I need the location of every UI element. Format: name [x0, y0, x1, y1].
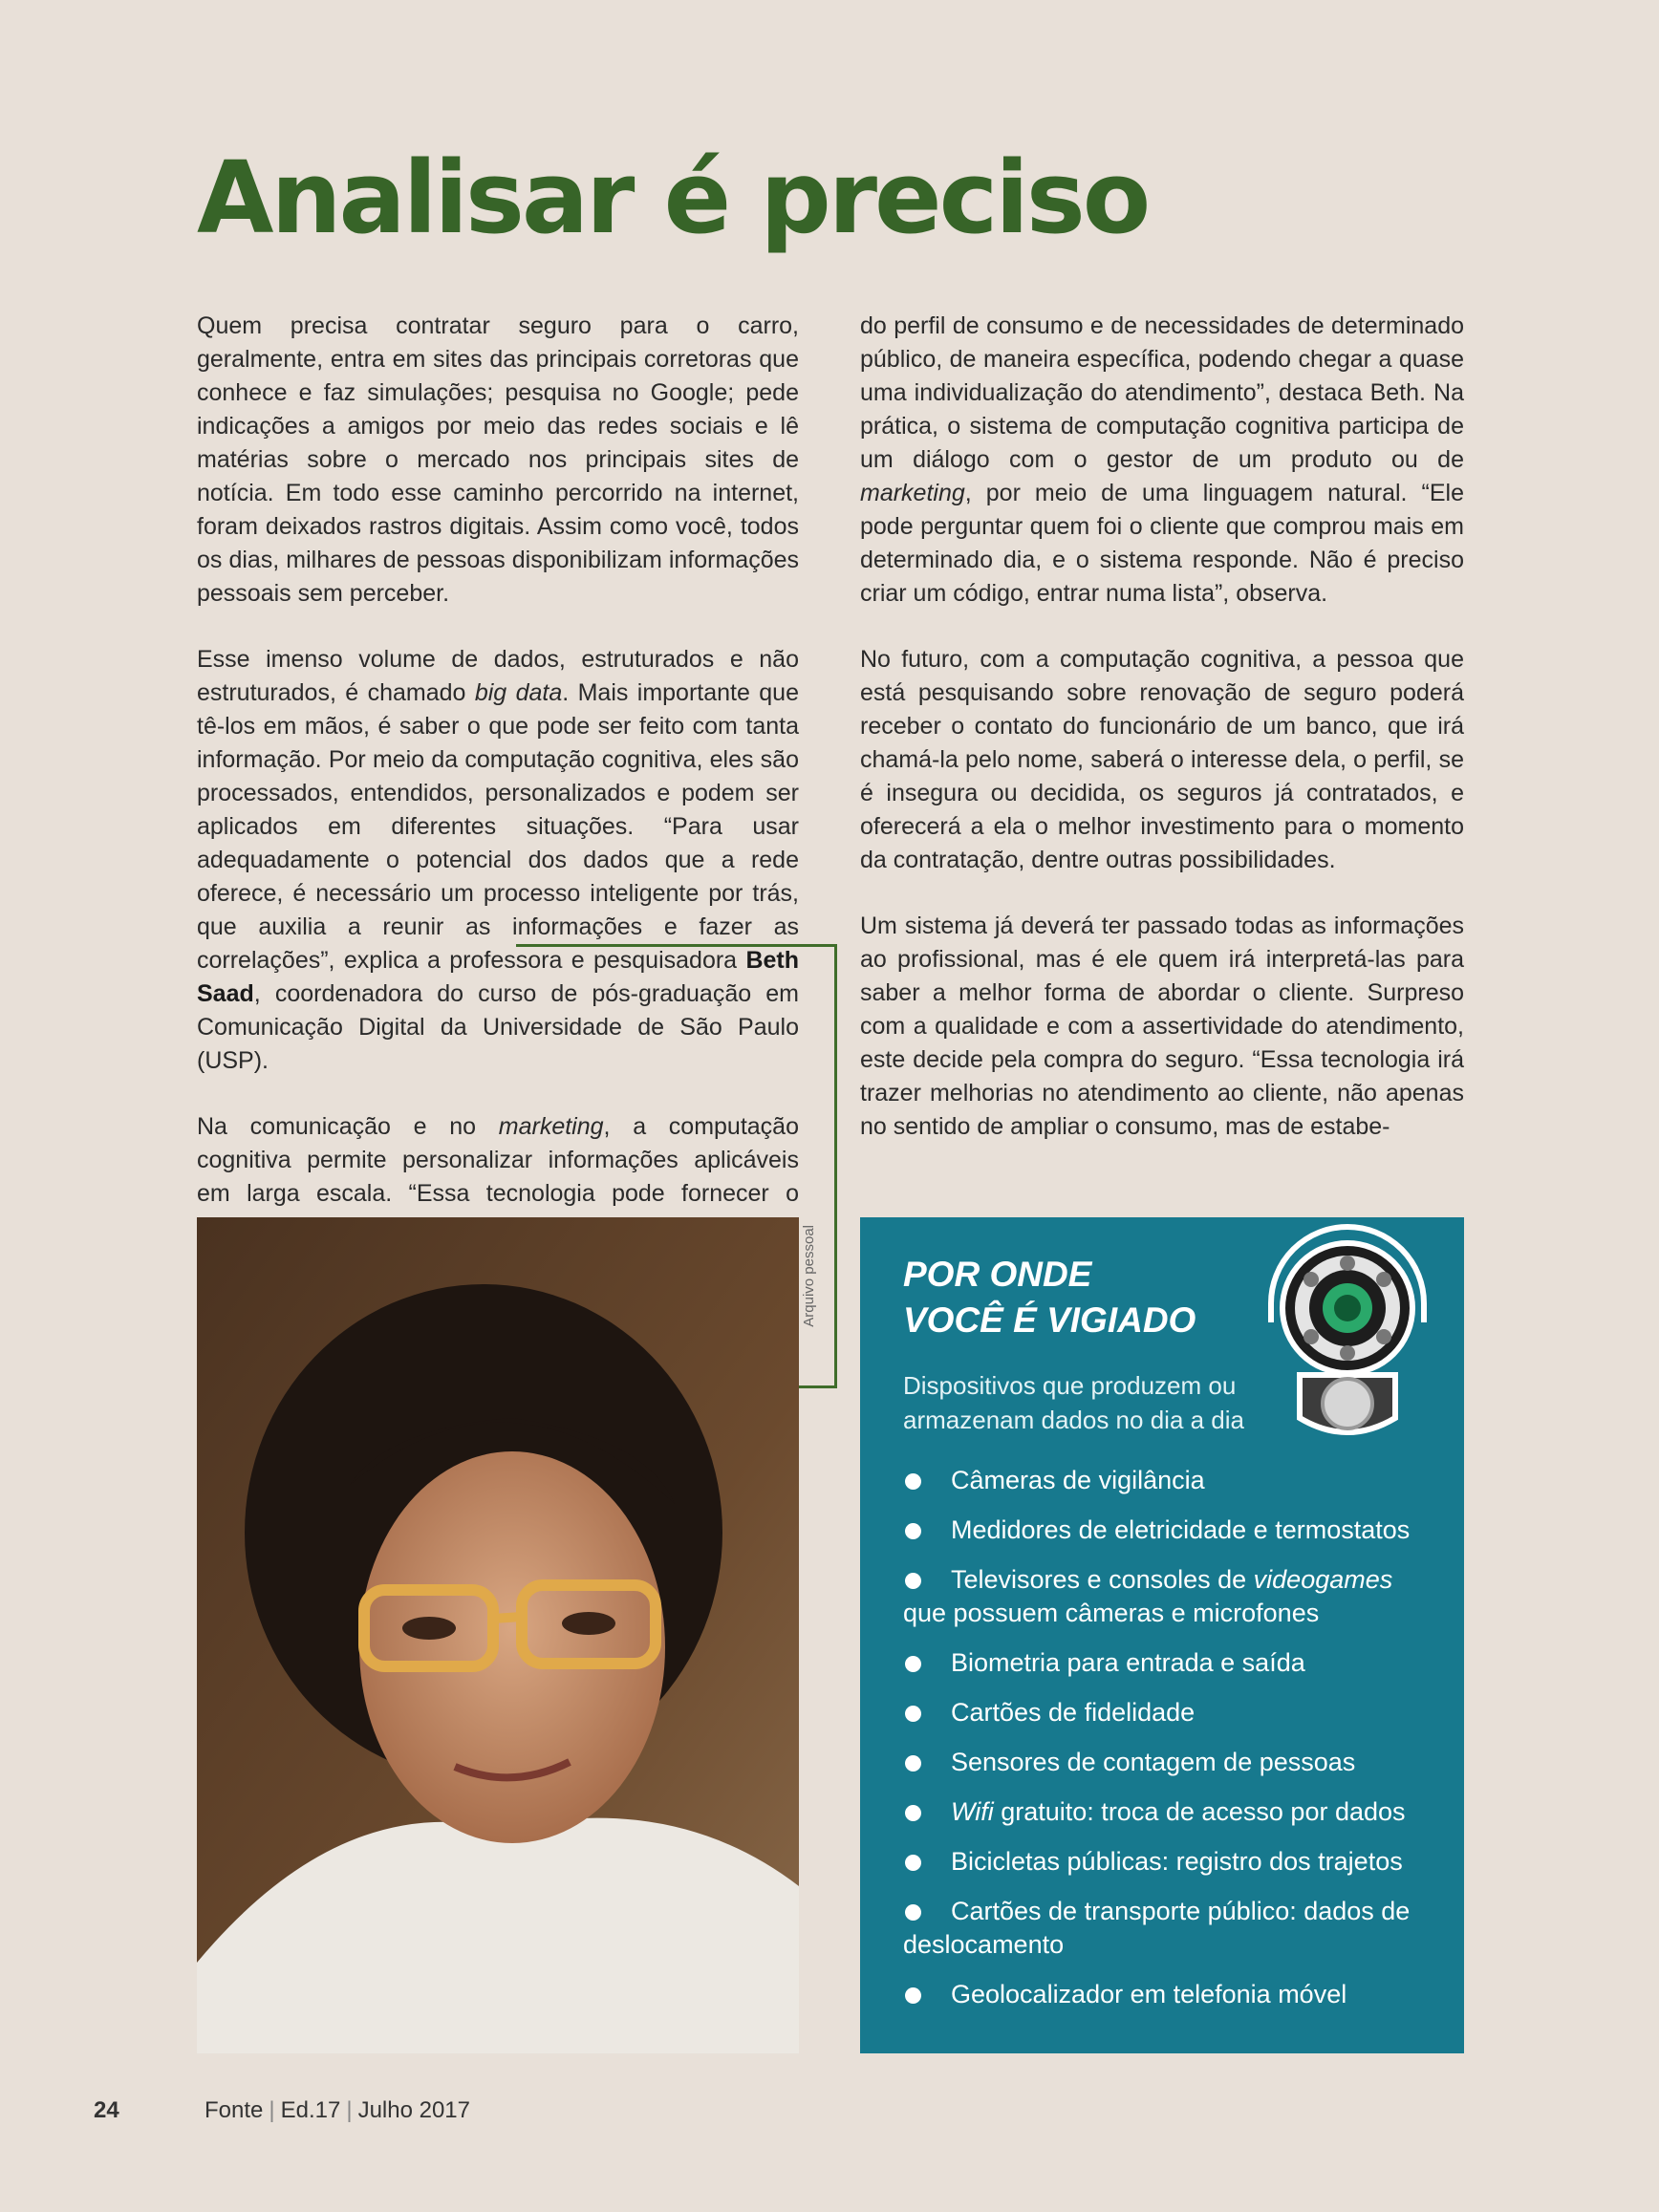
person-name: Beth Saad	[197, 947, 800, 1007]
bullet-icon	[905, 1473, 921, 1490]
emphasis-text: marketing	[498, 1113, 604, 1140]
emphasis-text: big data	[474, 679, 563, 706]
list-item-text: Cartões de transporte público: dados de deslocamento	[903, 1897, 1411, 1959]
paragraph	[860, 643, 1464, 877]
bullet-icon	[905, 1706, 921, 1722]
sidebar-title	[903, 1252, 1196, 1343]
bullet-icon	[905, 1523, 921, 1539]
list-item	[903, 1795, 1438, 1829]
paragraph	[197, 643, 799, 1078]
paragraph-text: , por meio de uma linguagem natural. “Ele pode perguntar quem foi o cliente que comprou mais em determinado dia, e o sistema responde. Não é preciso criar um código, entrar numa lista”, observa.	[860, 480, 1464, 607]
paragraph-text: , coordenadora do curso de pós-graduação em Comunicação Digital da Universidade de São Paulo (USP).	[197, 980, 799, 1074]
list-item-text: Cartões de fidelidade	[951, 1698, 1196, 1727]
paragraph-text: Um sistema já deverá ter passado todas as informações ao profissional, mas é ele quem irá interpretá-las para saber a melhor forma de abordar o cliente. Surpreso com a qualidade e com a assertividade do atendimento, este decide pela compra do seguro. “Essa tecnologia irá trazer melhorias no atendimento ao cliente, não apenas no sentido de ampliar o consumo, mas de estabe-	[860, 913, 1464, 1140]
sidebar-title-line: VOCÊ É VIGIADO	[903, 1300, 1196, 1340]
left-column	[197, 310, 799, 1277]
list-item	[903, 1746, 1438, 1779]
separator: |	[269, 2097, 275, 2123]
paragraph-text: Quem precisa contratar seguro para o carro, geralmente, entra em sites das principais corretoras que conhece e faz simulações; pesquisa no Google; pede indicações a amigos por meio das redes sociais e lê matérias sobre o mercado nos principais sites de notícia. Em todo esse caminho percorrido na internet, foram deixados rastros digitais. Assim como você, todos os dias, milhares de pessoas disponibilizam informações pessoais sem perceber.	[197, 312, 799, 607]
portrait-photo	[197, 1217, 799, 2053]
photo-credit: Arquivo pessoal	[801, 1225, 817, 1327]
paragraph	[860, 910, 1464, 1144]
paragraph	[860, 310, 1464, 611]
device-list	[903, 1464, 1438, 2028]
sidebar-title-line: POR ONDE	[903, 1255, 1092, 1294]
list-item	[903, 1464, 1438, 1497]
callout-line	[834, 946, 837, 1388]
edition: Ed.17	[280, 2097, 341, 2123]
list-item	[903, 1978, 1438, 2011]
article-title: Analisar é preciso	[197, 140, 1149, 256]
paragraph	[197, 310, 799, 611]
list-item	[903, 1563, 1438, 1630]
list-item-text: gratuito: troca de acesso por dados	[993, 1797, 1406, 1826]
bullet-icon	[905, 1904, 921, 1921]
paragraph-text: No futuro, com a computação cognitiva, a pessoa que está pesquisando sobre renovação de seguro poderá receber o contato do funcionário de um banco, que irá chamá-la pelo nome, saberá o interesse dela, o perfil, se é insegura ou decidida, os seguros já contratados, e oferecerá a ela o melhor investimento para o momento da contratação, dentre outras possibilidades.	[860, 646, 1464, 873]
bullet-icon	[905, 1573, 921, 1589]
list-item-text: Medidores de eletricidade e termostatos	[951, 1515, 1411, 1544]
security-camera-icon	[1242, 1217, 1453, 1466]
callout-line	[516, 944, 837, 947]
bullet-icon	[905, 1987, 921, 2004]
paragraph-text: Na comunicação e no	[197, 1113, 477, 1140]
page-number: 24	[94, 2097, 119, 2123]
issue-date: Julho 2017	[357, 2097, 470, 2123]
list-item-text: Geolocalizador em telefonia móvel	[951, 1980, 1347, 2008]
list-item	[903, 1514, 1438, 1547]
bullet-icon	[905, 1656, 921, 1672]
list-item-text: Câmeras de vigilância	[951, 1466, 1205, 1494]
sidebar-box	[860, 1217, 1464, 2053]
bullet-icon	[905, 1805, 921, 1821]
sidebar-subtitle: Dispositivos que produzem ou armazenam dados no dia a dia	[903, 1371, 1245, 1434]
bullet-icon	[905, 1755, 921, 1772]
list-item	[903, 1646, 1438, 1680]
list-item	[903, 1845, 1438, 1879]
paragraph-text: do perfil de consumo e de necessidades de determinado público, de maneira específica, podendo chegar a quase uma individualização do atendimento”, destaca Beth. Na prática, o sistema de computação cognitiva participa de um diálogo com o gestor de um produto ou de	[860, 312, 1464, 473]
list-item-text: Televisores e consoles de	[951, 1565, 1254, 1594]
separator: |	[346, 2097, 353, 2123]
list-item-text: Bicicletas públicas: registro dos trajetos	[951, 1847, 1403, 1876]
paragraph-text: . Mais importante que tê-los em mãos, é saber o que pode ser feito com tanta informação. Por meio da computação cognitiva, eles são processados, entendidos, personalizados e podem ser aplicados em diferentes situações. “Para usar adequadamente o potencial dos dados que a rede oferece, é necessário um processo inteligente por trás, que auxilia a reunir as informações e fazer as correlações”, explica a professora e pesquisadora	[197, 679, 799, 974]
list-item-text: Biometria para entrada e saída	[951, 1648, 1305, 1677]
right-column	[860, 310, 1464, 1176]
bullet-icon	[905, 1855, 921, 1871]
emphasis-text: videogames	[1253, 1565, 1393, 1594]
emphasis-text: marketing	[860, 480, 965, 506]
publication-info	[205, 2097, 470, 2124]
list-item-text: Sensores de contagem de pessoas	[951, 1748, 1356, 1776]
portrait-photo-icon	[197, 1217, 799, 2053]
list-item-text: que possuem câmeras e microfones	[903, 1599, 1320, 1627]
list-item	[903, 1895, 1438, 1962]
paragraph-text: , a computação cognitiva permite personalizar informações aplicáveis em larga escala. “Essa tecnologia pode fornecer o	[197, 1113, 799, 1207]
paragraph-text: Esse imenso volume de dados, estruturados e não estruturados, é chamado	[197, 646, 799, 706]
publication-name: Fonte	[205, 2097, 264, 2123]
list-item	[903, 1696, 1438, 1729]
emphasis-text: Wifi	[951, 1797, 994, 1826]
